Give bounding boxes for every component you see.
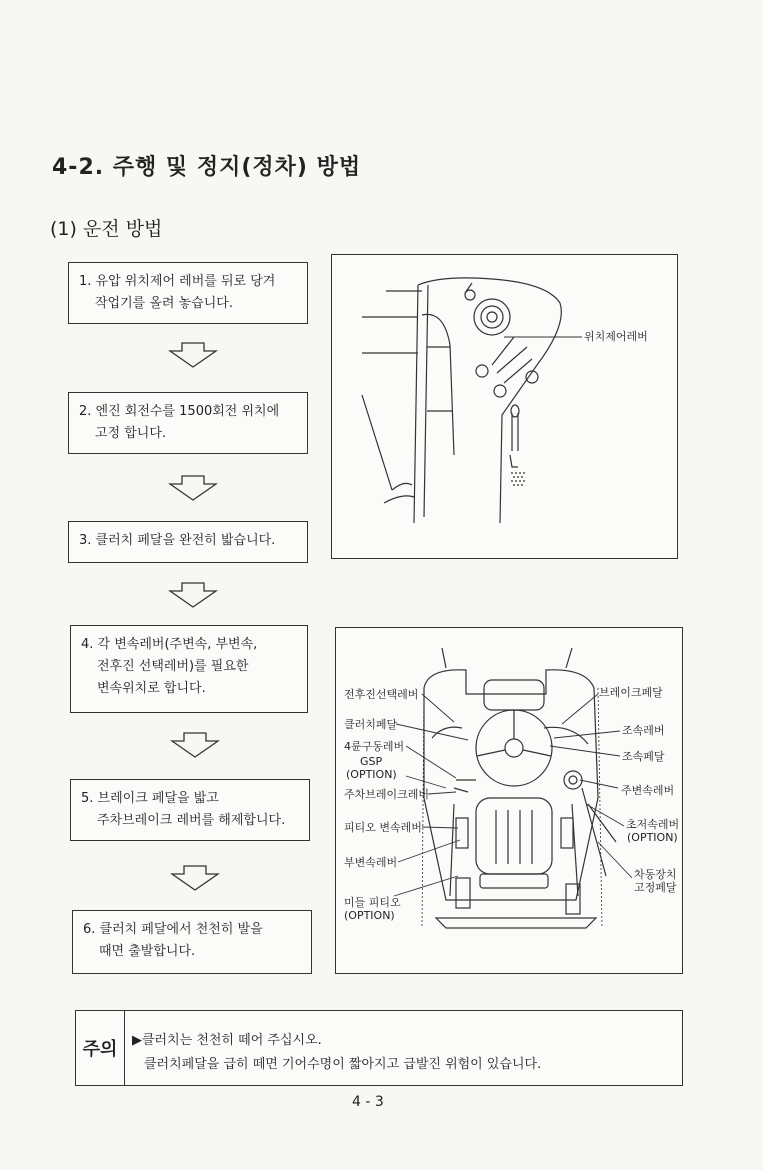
down-arrow-icon [170,865,220,891]
label-sub-shift-lever: 부변속레버 [344,856,398,869]
step-5-line2: 주차브레이크 레버를 해제합니다. [97,813,286,828]
label-gsp: GSP [360,755,383,768]
step-1-box [68,262,308,324]
step-3-line1: 3. 클러치 페달을 완전히 밟습니다. [79,533,276,548]
label-diff-lock-pedal: 고정페달 [634,881,677,894]
section-title: 4-2. 주행 및 정지(정차) 방법 [52,155,362,180]
caution-line-1: ▶클러치는 천천히 떼어 주십시오. [132,1033,322,1048]
step-2-line1: 2. 엔진 회전수를 1500회전 위치에 [79,404,280,419]
label-creeper-lever: 초저속레버 [626,818,680,831]
step-6-line2: 때면 출발합니다. [99,944,196,959]
figure-operator-controls [335,627,683,974]
down-arrow-icon [168,475,218,501]
step-6-box [72,910,312,974]
label-gsp-option: (OPTION) [346,768,397,781]
caution-line-2: 클러치페달을 급히 떼면 기어수명이 짧아지고 급발진 위험이 있습니다. [144,1057,542,1072]
label-position-control-lever: 위치제어레버 [584,330,648,343]
page-number: 4 - 3 [352,1094,384,1110]
step-4-box [70,625,308,713]
label-pto-shift-lever: 피티오 변속레버 [344,821,422,834]
step-2-box [68,392,308,454]
label-throttle-pedal: 조속페달 [622,750,665,763]
step-4-line1: 4. 각 변속레버(주변속, 부변속, [81,637,258,652]
label-diff-lock: 차동장치 [634,868,677,881]
down-arrow-icon [168,582,218,608]
step-4-line3: 변속위치로 합니다. [97,681,206,696]
down-arrow-icon [170,732,220,758]
label-main-shift-lever: 주변속레버 [621,784,675,797]
label-creeper-option: (OPTION) [627,831,678,844]
step-2-line2: 고정 합니다. [95,426,167,441]
step-6-line1: 6. 클러치 페달에서 천천히 발을 [83,922,263,937]
down-arrow-icon [168,342,218,368]
caution-box [75,1010,683,1086]
label-throttle-lever: 조속레버 [622,724,665,737]
step-5-line1: 5. 브레이크 페달을 밟고 [81,791,219,806]
label-mid-pto: 미들 피티오 [344,896,401,909]
step-4-line2: 전후진 선택레버)를 필요한 [97,659,249,674]
step-3-box [68,521,308,563]
step-5-box [70,779,310,841]
tractor-side-illustration [332,255,676,557]
label-4wd-lever: 4륜구동레버 [344,740,405,753]
label-brake-pedal: 브레이크페달 [599,686,663,699]
sub-title: (1) 운전 방법 [50,218,163,240]
figure-position-control-lever [331,254,678,559]
step-1-line2: 작업기를 올려 놓습니다. [95,296,233,311]
label-parking-brake-lever: 주차브레이크레버 [344,788,430,801]
label-forward-reverse-lever: 전후진선택레버 [344,688,419,701]
label-clutch-pedal: 클러치페달 [344,718,398,731]
caution-label: 주의 [76,1011,125,1085]
label-mid-pto-option: (OPTION) [344,909,395,922]
step-1-line1: 1. 유압 위치제어 레버를 뒤로 당겨 [79,274,276,289]
